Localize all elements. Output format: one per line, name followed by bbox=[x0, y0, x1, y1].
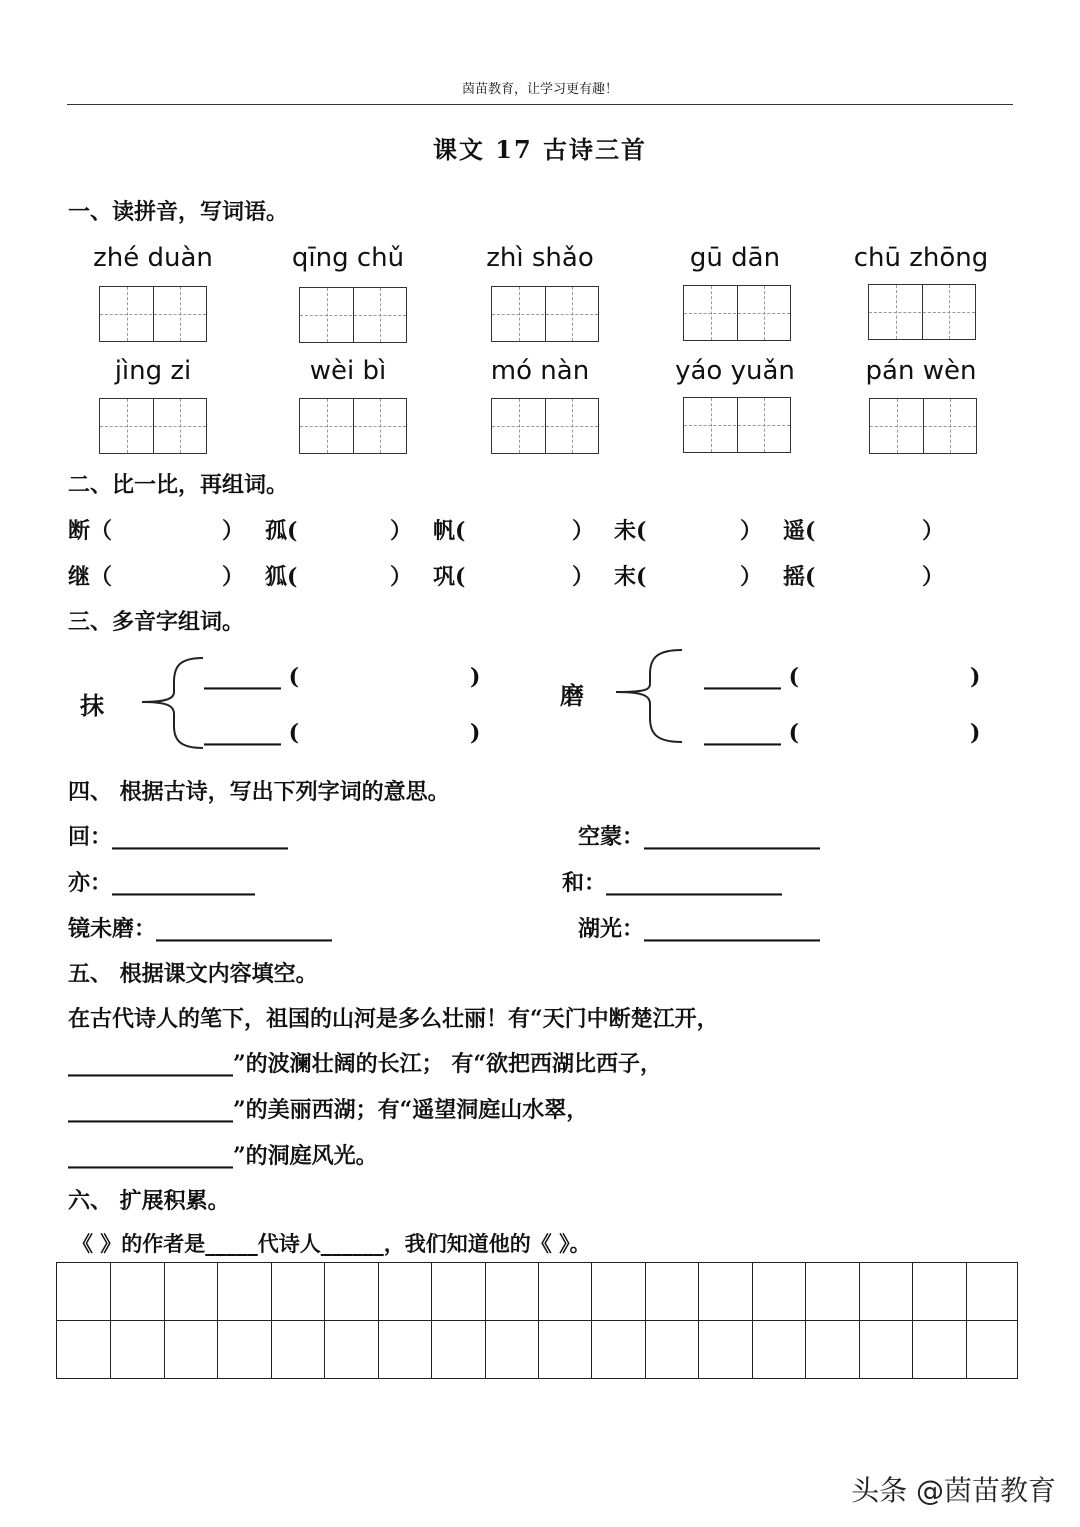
compare-close: ） bbox=[222, 564, 245, 590]
watermark: 头条 @茵苗教育 bbox=[851, 1474, 1056, 1507]
compare-char: 遥( bbox=[783, 518, 816, 544]
writing-box[interactable] bbox=[299, 287, 407, 343]
pinyin-label: jìng zi bbox=[114, 356, 192, 386]
writing-box[interactable] bbox=[99, 286, 207, 342]
compare-close: ） bbox=[740, 518, 763, 544]
compare-char: 孤( bbox=[265, 518, 298, 544]
section-3-heading: 三、多音字组词。 bbox=[68, 609, 245, 635]
meaning-item: 空蒙：________________ bbox=[578, 824, 821, 850]
compare-close: ） bbox=[390, 564, 413, 590]
writing-grid[interactable] bbox=[56, 1262, 1018, 1379]
compare-char: 继（ bbox=[68, 564, 113, 590]
compare-close: ） bbox=[572, 564, 595, 590]
pinyin-label: pán wèn bbox=[865, 356, 977, 386]
polyphone-close: ) bbox=[970, 720, 981, 746]
compare-char: 摇( bbox=[783, 564, 816, 590]
polyphone-close: ) bbox=[470, 664, 481, 690]
meaning-item: 和：________________ bbox=[562, 870, 783, 896]
pinyin-label: mó nàn bbox=[490, 356, 590, 386]
writing-box[interactable] bbox=[299, 398, 407, 454]
writing-box[interactable] bbox=[683, 397, 791, 453]
polyphone-close: ) bbox=[970, 664, 981, 690]
writing-box[interactable] bbox=[869, 398, 977, 454]
pinyin-label: gū dān bbox=[689, 243, 781, 273]
meaning-item: 回：________________ bbox=[68, 824, 289, 850]
pinyin-label: qīng chǔ bbox=[291, 243, 405, 273]
writing-box[interactable] bbox=[868, 284, 976, 340]
header-divider bbox=[67, 104, 1013, 105]
polyphone-char-2: 磨 bbox=[560, 681, 584, 710]
compare-char: 帆( bbox=[433, 518, 466, 544]
pinyin-label: zhé duàn bbox=[93, 243, 213, 273]
pinyin-label: yáo yuǎn bbox=[675, 356, 795, 386]
compare-char: 断（ bbox=[68, 518, 113, 544]
fill-line: _______________”的美丽西湖；有“遥望洞庭山水翠， bbox=[68, 1097, 589, 1123]
meaning-item: 湖光：________________ bbox=[578, 916, 821, 942]
section-5-heading: 五、 根据课文内容填空。 bbox=[68, 961, 318, 987]
compare-char: 未( bbox=[614, 518, 647, 544]
section-1-heading: 一、读拼音，写词语。 bbox=[68, 199, 289, 225]
brace-icon bbox=[138, 652, 208, 752]
writing-box[interactable] bbox=[683, 285, 791, 341]
fill-line: 在古代诗人的笔下，祖国的山河是多么壮丽！有“天门中断楚江开， bbox=[68, 1006, 719, 1032]
fill-line: _______________”的洞庭风光。 bbox=[68, 1143, 378, 1169]
polyphone-blank: _______ ( bbox=[704, 664, 800, 690]
polyphone-blank: _______ ( bbox=[704, 720, 800, 746]
compare-char: 末( bbox=[614, 564, 647, 590]
compare-close: ） bbox=[390, 518, 413, 544]
page-title: 课文 17 古诗三首 bbox=[432, 135, 648, 164]
compare-char: 巩( bbox=[433, 564, 466, 590]
pinyin-label: zhì shǎo bbox=[486, 243, 594, 273]
polyphone-blank: _______ ( bbox=[204, 720, 300, 746]
section-6-heading: 六、 扩展积累。 bbox=[68, 1188, 230, 1214]
polyphone-char-1: 抹 bbox=[80, 691, 104, 720]
brace-icon bbox=[612, 644, 688, 748]
compare-close: ） bbox=[572, 518, 595, 544]
meaning-item: 镜未磨：________________ bbox=[68, 916, 333, 942]
page-header: 茵苗教育，让学习更有趣！ bbox=[461, 82, 618, 97]
compare-close: ） bbox=[922, 518, 945, 544]
pinyin-label: wèi bì bbox=[309, 356, 387, 386]
writing-box[interactable] bbox=[491, 286, 599, 342]
compare-close: ） bbox=[740, 564, 763, 590]
section-2-heading: 二、比一比，再组词。 bbox=[68, 472, 289, 498]
compare-char: 狐( bbox=[265, 564, 298, 590]
polyphone-blank: _______ ( bbox=[204, 664, 300, 690]
section-4-heading: 四、 根据古诗，写出下列字词的意思。 bbox=[68, 779, 450, 805]
pinyin-label: chū zhōng bbox=[853, 243, 989, 273]
writing-box[interactable] bbox=[99, 398, 207, 454]
meaning-item: 亦：_____________ bbox=[68, 870, 256, 896]
polyphone-close: ) bbox=[470, 720, 481, 746]
extension-sentence: 《 》的作者是_____代诗人______，我们知道他的《 》。 bbox=[72, 1231, 591, 1256]
fill-line: _______________”的波澜壮阔的长江； 有“欲把西湖比西子， bbox=[68, 1051, 662, 1077]
compare-close: ） bbox=[922, 564, 945, 590]
writing-box[interactable] bbox=[491, 398, 599, 454]
compare-close: ） bbox=[222, 518, 245, 544]
